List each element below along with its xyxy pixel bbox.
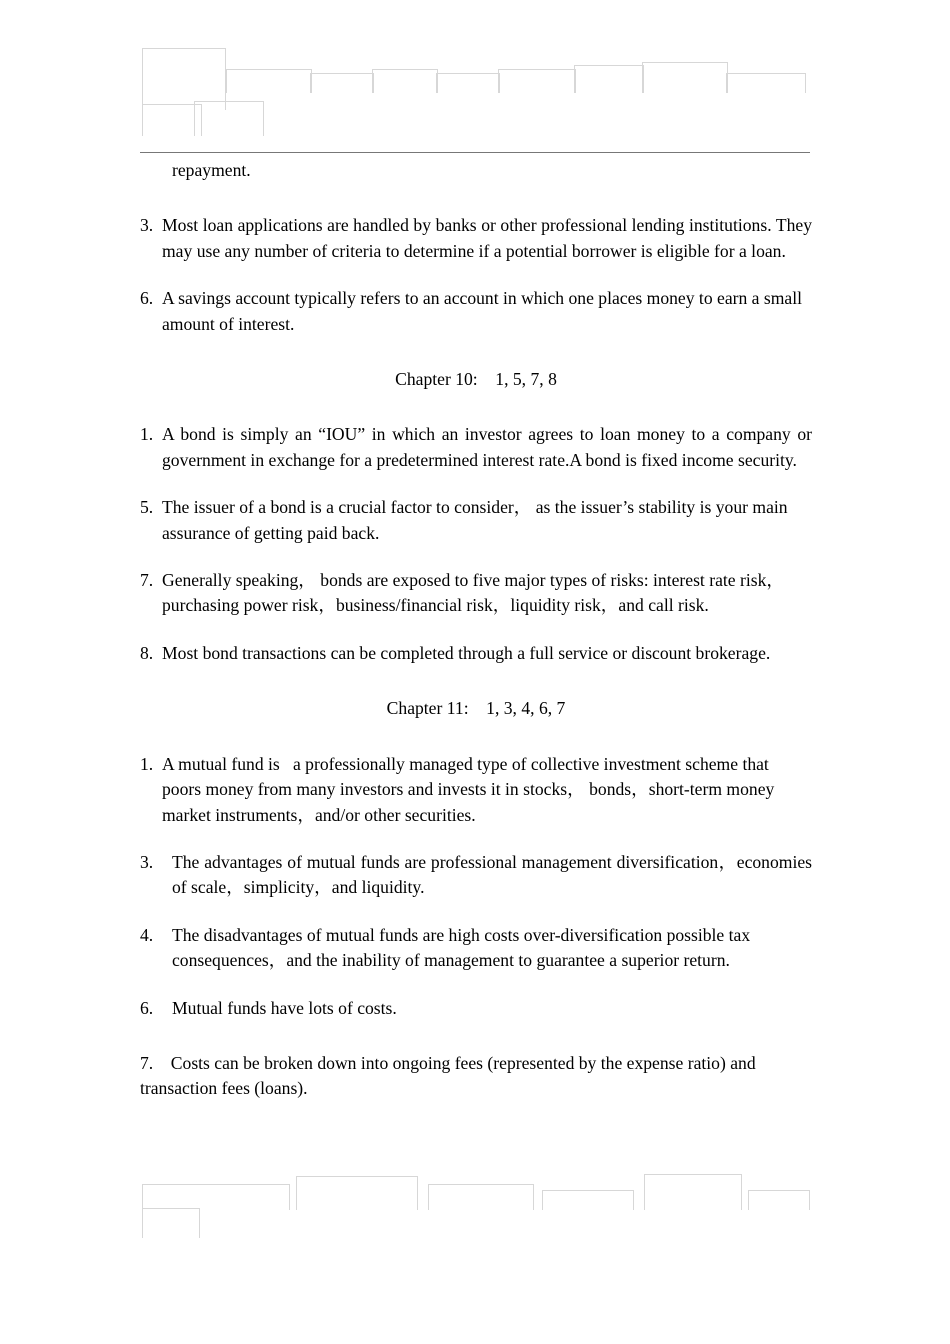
list-item-number: 5. [140, 497, 154, 518]
list-item [140, 752, 812, 828]
list-item-text: The disadvantages of mutual funds are high costs over-diversification possible tax consequences，and the inability of management to guarantee a superior return. [172, 924, 755, 971]
list-item [140, 213, 817, 264]
list-item [140, 641, 812, 666]
footer-artifact-box-6 [748, 1190, 810, 1210]
list-item-number: 8. [140, 642, 154, 663]
spacer [140, 473, 812, 495]
footer-artifact-box-3 [428, 1184, 534, 1210]
list-item [140, 422, 817, 473]
list-item [140, 923, 812, 974]
header-artifact-box-6 [436, 73, 500, 93]
header-artifact-box-2 [194, 101, 264, 136]
spacer [140, 1021, 812, 1051]
spacer [140, 337, 812, 367]
footer-artifact-box-0 [142, 1184, 290, 1210]
list-item-number: 6. [140, 997, 154, 1018]
header-artifact-box-1 [142, 104, 202, 136]
list-item [140, 495, 812, 546]
list-item-number: 3. [140, 215, 154, 236]
spacer [140, 974, 812, 996]
header-artifact-box-3 [226, 69, 312, 93]
chapter-heading-11: Chapter 11: 1, 3, 4, 6, 7 [386, 698, 566, 719]
footer-artifact-box-5 [644, 1174, 742, 1210]
header-artifact-box-5 [372, 69, 438, 93]
list-item-text: Mutual funds have lots of costs. [172, 997, 397, 1018]
spacer [140, 546, 812, 568]
spacer [140, 722, 812, 752]
spacer [140, 619, 812, 641]
list-item [140, 996, 812, 1021]
header-artifact-group [0, 0, 950, 150]
document-body [140, 152, 817, 1102]
chapter-heading-10: Chapter 10: 1, 5, 7, 8 [395, 369, 557, 390]
list-item-number: 6. [140, 288, 154, 309]
list-item-text: Most loan applications are handled by banks or other professional lending institutions. They may use any number of criteria to determine if a potential borrower is eligible for a loan. [162, 215, 817, 261]
list-item-text: The issuer of a bond is a crucial factor to consider， as the issuer’s stability is your main assurance of getting paid back. [162, 497, 792, 543]
spacer [140, 828, 812, 850]
spacer [140, 901, 812, 923]
spacer [140, 183, 812, 213]
header-artifact-box-10 [726, 73, 806, 93]
list-item-number: 3. [140, 851, 154, 872]
header-artifact-box-4 [310, 73, 374, 93]
list-item-text: A mutual fund is a professionally managed type of collective investment scheme that poors money from many investors and invests it in stocks， bonds，short-term money market instruments，and/or other securities. [162, 753, 779, 825]
header-artifact-box-8 [574, 65, 644, 93]
spacer [140, 264, 812, 286]
footer-artifact-box-4 [542, 1190, 634, 1210]
list-item-number: 1. [140, 424, 154, 445]
list-item-text: A bond is simply an “IOU” in which an investor agrees to loan money to a company or government in exchange for a predetermined interest rate.A bond is fixed income security. [162, 424, 817, 470]
continuation-line: repayment. [172, 160, 251, 180]
list-item-text: The advantages of mutual funds are professional management diversification，economies of scale，simplicity，and liquidity. [172, 851, 817, 898]
footer-artifact-box-1 [142, 1208, 200, 1238]
list-item-text: A savings account typically refers to an account in which one places money to earn a small amount of interest. [162, 288, 807, 334]
footer-artifact-group [0, 1160, 950, 1250]
list-item-number: 7. [140, 570, 154, 591]
list-item-text: Generally speaking， bonds are exposed to five major types of risks: interest rate risk，purchasing power risk，business/financial risk，liquidity risk，and call risk. [162, 570, 784, 616]
spacer [140, 666, 812, 696]
header-artifact-box-7 [498, 69, 576, 93]
header-artifact-box-9 [642, 62, 728, 93]
list-item [140, 850, 817, 901]
list-item-flat: 7. Costs can be broken down into ongoing fees (represented by the expense ratio) and transaction fees (loans). [140, 1052, 761, 1099]
list-item [140, 286, 812, 337]
spacer [140, 392, 812, 422]
list-item [140, 568, 812, 619]
list-item-text: Most bond transactions can be completed through a full service or discount brokerage. [162, 642, 771, 663]
list-item-number: 4. [140, 924, 154, 945]
footer-artifact-box-2 [296, 1176, 418, 1210]
list-item-number: 1. [140, 753, 154, 774]
